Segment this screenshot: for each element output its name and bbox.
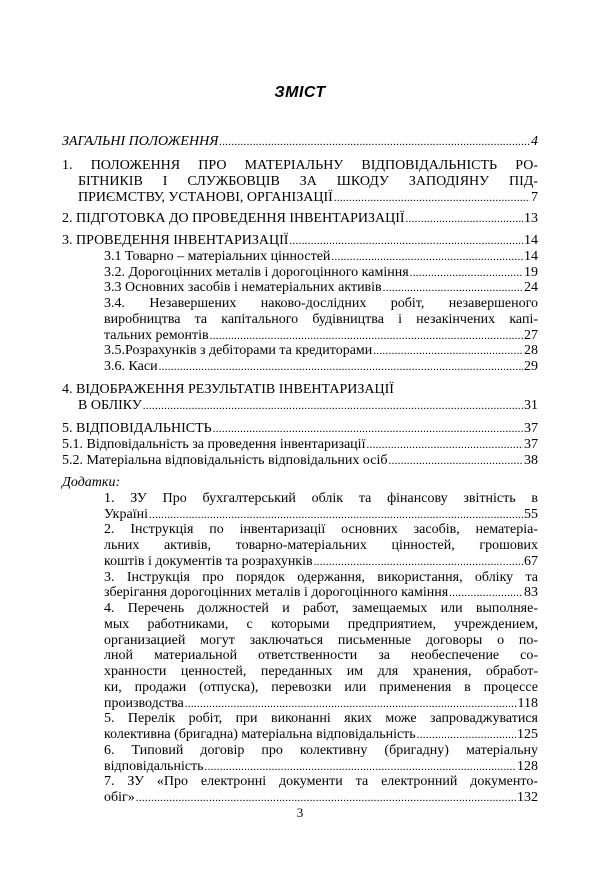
toc-entry-3-6[interactable]: [104, 359, 538, 375]
dot-leader: [289, 233, 523, 249]
appendix-4-line7[interactable]: [104, 696, 538, 712]
appendix-4-line2[interactable]: мых работниками, с которыми предприятием, учреждением,: [104, 616, 538, 632]
dot-leader: [373, 343, 523, 359]
toc-page-number: 125: [517, 727, 538, 742]
toc-entry-3-1[interactable]: [104, 249, 538, 265]
toc-entry-label: 3.2. Дорогоцінних металів і дорогоцінного каміння: [104, 264, 409, 280]
toc-entry-label: производства: [104, 695, 184, 711]
toc-entry-label: зберігання дорогоцінних металів і дорогоцінного каміння: [104, 585, 449, 601]
toc-entry-3-2[interactable]: [104, 265, 538, 281]
page-title: ЗМІСТ: [274, 84, 326, 101]
toc-page-number: 7: [531, 189, 538, 205]
dot-leader: [449, 585, 523, 601]
toc-entry-label: ЗАГАЛЬНІ ПОЛОЖЕННЯ: [62, 134, 219, 149]
toc-entry-3-5[interactable]: [104, 343, 538, 359]
dot-leader: [331, 249, 523, 265]
toc-entry-label: тальних ремонтів: [104, 327, 209, 343]
dot-leader: [205, 759, 516, 775]
toc-page-number: 24: [524, 280, 538, 296]
toc-page-number: 13: [524, 210, 538, 226]
toc-entry-2[interactable]: [62, 211, 538, 227]
toc-page-number: 118: [517, 695, 538, 711]
toc-entry-label: відповідальність: [104, 758, 204, 774]
toc-entry-3-4-line2[interactable]: виробництва та капітального будівництва і незакінчених капі-: [104, 311, 538, 327]
dot-leader: [410, 265, 523, 281]
dot-leader: [366, 437, 523, 453]
dot-leader: [219, 134, 530, 150]
page-number: 3: [296, 805, 304, 820]
toc-entry-5[interactable]: [62, 421, 538, 437]
toc-page-number: 27: [524, 327, 538, 343]
toc-entry-label: 3. ПРОВЕДЕННЯ ІНВЕНТАРИЗАЦІЇ: [62, 233, 289, 249]
toc-entry-1-line1[interactable]: 1. ПОЛОЖЕННЯ ПРО МАТЕРІАЛЬНУ ВІДПОВІДАЛЬНІСТЬ РО-: [62, 158, 538, 174]
appendix-heading: Додатки:: [62, 475, 121, 490]
toc-entry-label: В ОБЛІКУ: [78, 398, 142, 414]
toc-entry-label: 5.1. Відповідальність за проведення інвентаризації: [62, 437, 366, 452]
dot-leader: [213, 421, 523, 437]
appendix-4-line3[interactable]: организацией могут заключаться письменные договоры о по-: [104, 632, 538, 648]
toc-page-number: 4: [531, 134, 538, 149]
toc-entry-label: 3.6. Каси: [104, 359, 158, 375]
toc-entry-label: обіг»: [104, 790, 135, 805]
dot-leader: [334, 190, 530, 206]
toc-entry-5-1[interactable]: [62, 437, 538, 453]
dot-leader: [406, 211, 523, 227]
toc-page-number: 31: [524, 398, 538, 414]
appendix-4-line1[interactable]: 4. Перечень должностей и работ, замещаемых или выполняе-: [104, 601, 538, 616]
appendix-2-line3[interactable]: [104, 554, 538, 570]
toc-page-number: 29: [524, 359, 538, 375]
toc-entry-1-line2[interactable]: БІТНИКІВ І СЛУЖБОВЦІВ ЗА ШКОДУ ЗАПОДІЯНУ ПІД-: [78, 173, 538, 189]
appendix-7-line2[interactable]: [104, 790, 538, 806]
dot-leader: [149, 507, 523, 523]
appendix-4-line5[interactable]: хранности ценностей, переданных им для хранения, обработ-: [104, 664, 538, 679]
dot-leader: [417, 727, 516, 743]
toc-page-number: 28: [524, 343, 538, 359]
appendix-2-line1[interactable]: 2. Інструкція по інвентаризації основних засобів, нематеріа-: [104, 522, 538, 538]
toc-page-number: 83: [524, 585, 538, 601]
toc-entry-label: Україні: [104, 506, 148, 522]
appendix-4-line4[interactable]: лной материальной ответственности за необеспечение со-: [104, 648, 538, 664]
toc-entry-4-line2[interactable]: [78, 398, 538, 414]
appendix-4-line6[interactable]: ки, продажи (отпуска), перевозки или применения в процессе: [104, 679, 538, 695]
appendix-2-line2[interactable]: льних активів, товарно-матеріальних цінностей, грошових: [104, 538, 538, 553]
toc-entry-3-4-line1[interactable]: 3.4. Незавершених наково-дослідних робіт, незавершеного: [104, 296, 538, 312]
toc-entry-label: 2. ПІДГОТОВКА ДО ПРОВЕДЕННЯ ІНВЕНТАРИЗАЦІЇ: [62, 210, 405, 226]
appendix-3-line2[interactable]: [104, 585, 538, 601]
toc-entry-1-line3[interactable]: [78, 190, 538, 206]
toc-page-number: 38: [524, 452, 538, 468]
toc-entry-5-2[interactable]: [62, 453, 538, 469]
toc-page-number: 37: [524, 421, 538, 437]
dot-leader: [143, 398, 523, 414]
toc-entry-label: 3.5.Розрахунків з дебіторами та кредиторами: [104, 343, 373, 359]
appendix-5-line1[interactable]: 5. Перелік робіт, при виконанні яких може запроваджуватися: [104, 711, 538, 727]
toc-entry-label: 5.2. Матеріальна відповідальність відповідальних осіб: [62, 452, 388, 468]
toc-page-number: 14: [524, 233, 538, 249]
toc-page-number: 128: [517, 758, 538, 774]
toc-entry-label: 3.3 Основних засобів і нематеріальних активів: [104, 280, 382, 296]
appendix-1-line1[interactable]: 1. ЗУ Про бухгалтерський облік та фінансову звітність в: [104, 490, 538, 506]
appendix-1-line2[interactable]: [104, 507, 538, 523]
toc-entry-4-line1[interactable]: 4. ВІДОБРАЖЕННЯ РЕЗУЛЬТАТІВ ІНВЕНТАРИЗАЦІЇ: [62, 382, 394, 398]
appendix-3-line1[interactable]: 3. Інструкція про порядок одержання, використання, обліку та: [104, 569, 538, 585]
toc-entry-label: колективна (бригадна) матеріальна відповідальність: [104, 727, 416, 742]
toc-page-number: 37: [524, 437, 538, 452]
dot-leader: [210, 328, 523, 344]
toc-page-number: 67: [524, 553, 538, 569]
dot-leader: [159, 359, 523, 375]
toc-entry-3-3[interactable]: [104, 280, 538, 296]
toc-page-number: 14: [524, 248, 538, 264]
toc-entry-label: ПРИЄМСТВУ, УСТАНОВІ, ОРГАНІЗАЦІЇ: [78, 189, 333, 205]
toc-entry-3[interactable]: [62, 233, 538, 249]
dot-leader: [136, 790, 516, 806]
appendix-6-line2[interactable]: [104, 759, 538, 775]
toc-entry-general[interactable]: [62, 134, 538, 150]
toc-page-number: 132: [517, 790, 538, 805]
dot-leader: [389, 453, 524, 469]
toc-entry-label: 3.1 Товарно – матеріальних цінностей: [104, 248, 331, 264]
toc-page-number: 19: [524, 264, 538, 280]
toc-entry-label: 5. ВІДПОВІДАЛЬНІСТЬ: [62, 421, 212, 437]
toc-page-number: 55: [524, 506, 538, 522]
dot-leader: [383, 280, 523, 296]
dot-leader: [185, 696, 517, 712]
dot-leader: [314, 554, 523, 570]
appendix-7-line1[interactable]: 7. ЗУ «Про електронні документи та електронний документо-: [104, 774, 538, 790]
appendix-5-line2[interactable]: [104, 727, 538, 743]
toc-entry-3-4-line3[interactable]: [104, 328, 538, 344]
appendix-6-line1[interactable]: 6. Типовий договір про колективну (бригадну) матеріальну: [104, 742, 538, 758]
toc-entry-label: коштів і документів та розрахунків: [104, 553, 313, 569]
